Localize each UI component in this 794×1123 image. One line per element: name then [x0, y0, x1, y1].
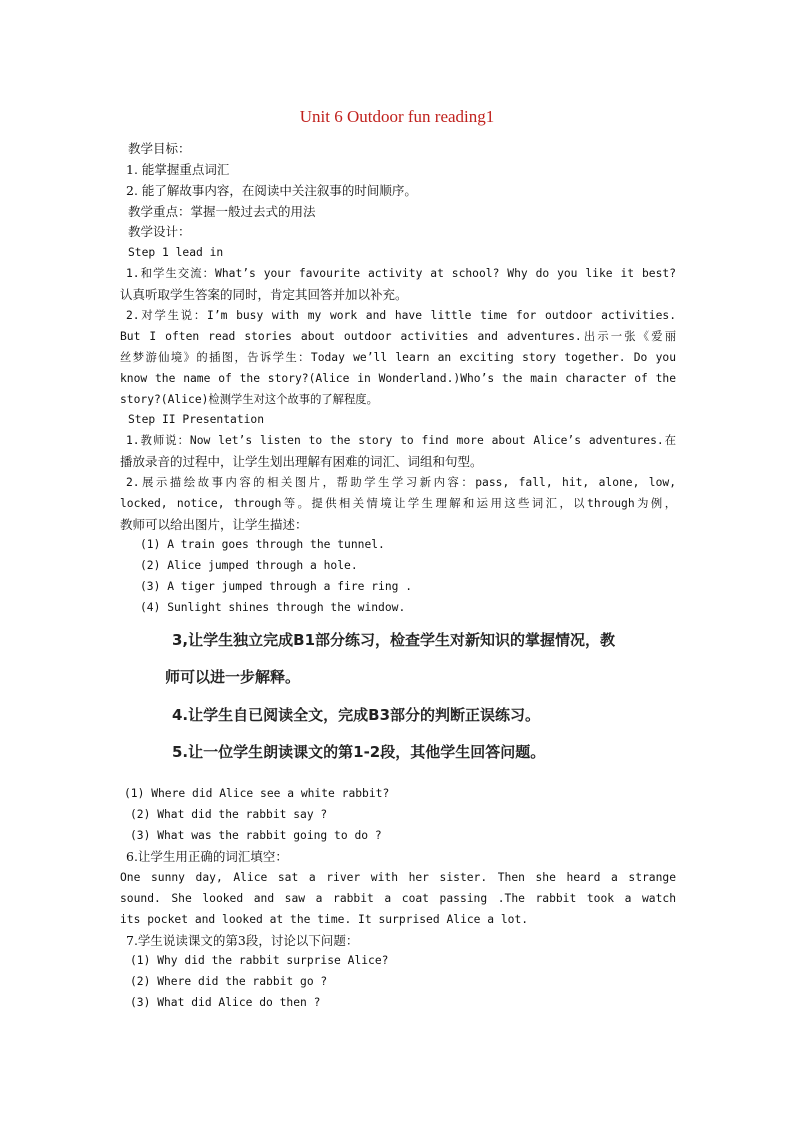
design-heading: 教学设计：	[128, 224, 191, 239]
step1-para2-line5: story?(Alice)检测学生对这个故事的了解程度。	[120, 393, 378, 406]
step1-heading: Step 1 lead in	[128, 246, 224, 259]
item7-question-2: (2) Where did the rabbit go ?	[130, 975, 328, 988]
item-5: 5.让一位学生朗读课文的第1-2段，其他学生回答问题。	[172, 743, 546, 761]
fill-line-2: sound. She looked and saw a rabbit a coat passing .The rabbit took a watch	[120, 892, 676, 905]
item7-question-1: (1) Why did the rabbit surprise Alice?	[130, 954, 389, 967]
item-3-line1: 3,让学生独立完成B1部分练习，检查学生对新知识的掌握情况，教	[172, 631, 616, 649]
item7-question-3: (3) What did Alice do then ?	[130, 996, 321, 1009]
objective-2: 2. 能了解故事内容，在阅读中关注叙事的时间顺序。	[126, 183, 417, 198]
item5-question-2: (2) What did the rabbit say ?	[130, 808, 328, 821]
item5-question-3: (3) What was the rabbit going to do ?	[130, 829, 382, 842]
objectives-heading: 教学目标：	[128, 141, 191, 156]
fill-line-1: One sunny day, Alice sat a river with her sister. Then she heard a strange	[120, 871, 676, 884]
example-4: (4) Sunlight shines through the window.	[140, 601, 406, 614]
item-7: 7.学生说读课文的第3段，讨论以下问题：	[126, 933, 359, 948]
step1-para1-line1: 1.和学生交流：What’s your favourite activity at school? Why do you like it best?	[126, 267, 676, 280]
step1-para1-line2: 认真听取学生答案的同时，肯定其回答并加以补充。	[120, 287, 408, 302]
item-3-line2: 师可以进一步解释。	[165, 668, 301, 686]
key-point: 教学重点：掌握一般过去式的用法	[128, 204, 316, 219]
step2-para2-line2: locked, notice, through等。提供相关情境让学生理解和运用这些词汇，以through为例，	[120, 497, 676, 510]
document-title: Unit 6 Outdoor fun reading1	[299, 107, 495, 126]
example-1: (1) A train goes through the tunnel.	[140, 538, 385, 551]
item5-question-1: (1) Where did Alice see a white rabbit?	[124, 787, 390, 800]
example-2: (2) Alice jumped through a hole.	[140, 559, 358, 572]
step1-para2-line2: But I often read stories about outdoor activities and adventures.出示一张《爱丽	[120, 330, 676, 343]
item-4: 4.让学生自已阅读全文，完成B3部分的判断正误练习。	[172, 706, 541, 724]
step2-para1-line1: 1.教师说：Now let’s listen to the story to find more about Alice’s adventures.在	[126, 434, 676, 447]
step1-para2-line1: 2.对学生说：I’m busy with my work and have little time for outdoor activities.	[126, 309, 676, 322]
fill-line-3: its pocket and looked at the time. It surprised Alice a lot.	[120, 913, 529, 926]
item-6: 6.让学生用正确的词汇填空：	[126, 849, 288, 864]
step1-para2-line4: know the name of the story?(Alice in Wonderland.)Who’s the main character of the	[120, 372, 676, 385]
step1-para2-line3: 丝梦游仙境》的插图，告诉学生：Today we’ll learn an exciting story together. Do you	[120, 351, 676, 364]
step2-para2-line3: 教师可以给出图片，让学生描述：	[120, 517, 308, 532]
step2-para2-line1: 2.展示描绘故事内容的相关图片，帮助学生学习新内容：pass, fall, hit, alone, low,	[126, 476, 676, 489]
example-3: (3) A tiger jumped through a fire ring .	[140, 580, 413, 593]
step2-para1-line2: 播放录音的过程中，让学生划出理解有困难的词汇、词组和句型。	[120, 454, 483, 469]
objective-1: 1. 能掌握重点词汇	[126, 162, 230, 177]
step2-heading: Step II Presentation	[128, 413, 265, 426]
